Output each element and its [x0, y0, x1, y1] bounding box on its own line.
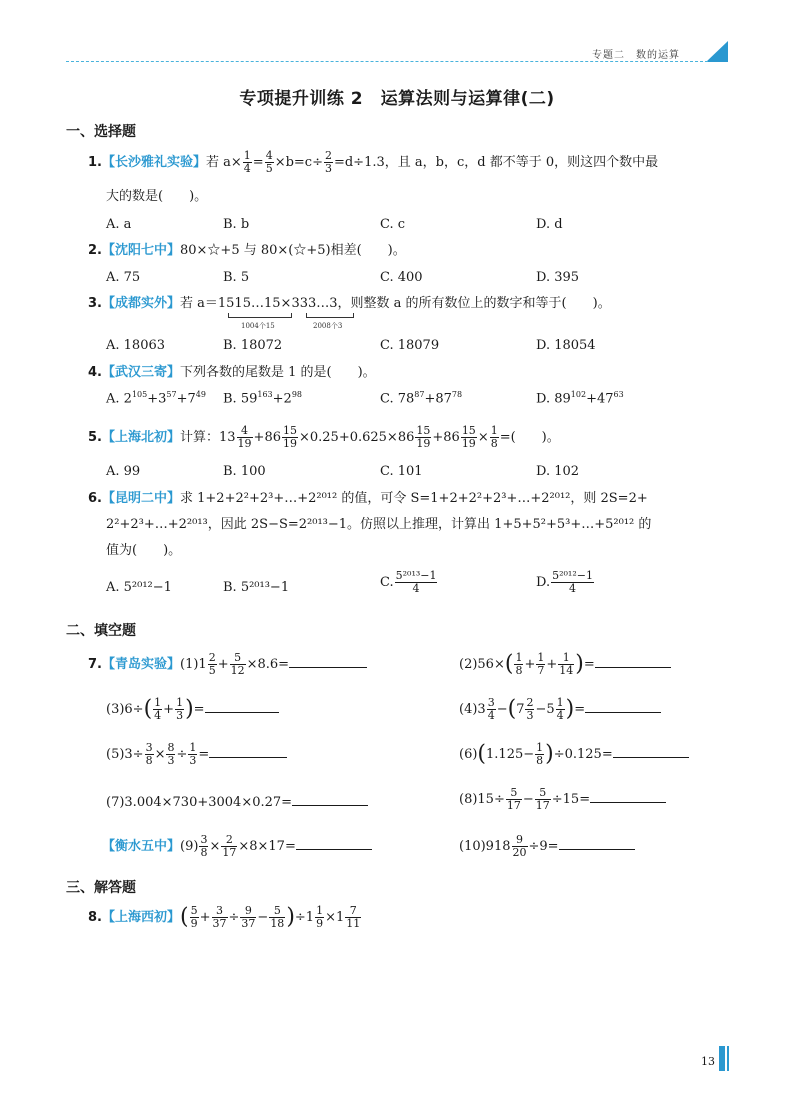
- question-7-part-2: (2)56×( $\frac{1}{8}$ + $\frac{1}{7}$ + $\frac{1}{14}$ )=: [459, 652, 671, 677]
- question-tag: 【成都实外】: [101, 296, 180, 311]
- question-tag: 【衡水五中】: [102, 839, 181, 855]
- option-c[interactable]: C. c: [380, 217, 406, 232]
- question-tag: 【昆明二中】: [101, 491, 180, 506]
- question-tag: 【青岛实验】: [101, 657, 180, 673]
- option-a[interactable]: A. 75: [106, 270, 141, 285]
- section-heading-solve: 三、解答题: [66, 880, 136, 896]
- page-marker-bar-thin: [727, 1046, 729, 1071]
- question-7-part-10: (10)918 $\frac{9}{20}$ ÷9=: [459, 834, 635, 859]
- question-7-part-1: 7.【青岛实验】(1)1 $\frac{2}{5}$ + $\frac{5}{12}$ ×8.6=: [88, 652, 367, 677]
- option-a[interactable]: A. $2^{105}+3^{57}+7^{49}$: [106, 390, 206, 407]
- question-7-part-3: (3)6÷( $\frac{1}{4}$ + $\frac{1}{3}$ )=: [106, 697, 279, 722]
- page-number: 13: [701, 1055, 715, 1068]
- answer-blank[interactable]: [595, 667, 671, 668]
- answer-blank[interactable]: [209, 757, 287, 758]
- underbrace-1: [228, 313, 292, 318]
- question-tag: 【上海西初】: [101, 910, 180, 926]
- question-2: 2.【沈阳七中】80×☆+5 与 80×(☆+5)相差( )。: [88, 243, 406, 258]
- question-tag: 【沈阳七中】: [101, 243, 180, 258]
- option-a[interactable]: A. a: [106, 217, 132, 232]
- answer-blank[interactable]: [613, 757, 689, 758]
- option-d[interactable]: D. d: [536, 217, 563, 232]
- option-b[interactable]: B. 5: [223, 270, 250, 285]
- page-marker-bar: [719, 1046, 725, 1071]
- question-tag: 【上海北初】: [101, 430, 180, 446]
- section-heading-choice: 一、选择题: [66, 124, 136, 140]
- option-c[interactable]: C. 18079: [380, 338, 440, 353]
- question-7-part-4: (4)3 $\frac{3}{4}$ −(7 $\frac{2}{3}$ −5 $\frac{1}{4}$ )=: [459, 697, 661, 722]
- question-7-part-6: (6)(1.125− $\frac{1}{8}$ )÷0.125=: [459, 742, 689, 767]
- answer-blank[interactable]: [296, 849, 372, 850]
- option-a[interactable]: A. 18063: [106, 338, 166, 353]
- answer-blank[interactable]: [585, 712, 661, 713]
- question-7-part-5: (5)3÷ $\frac{3}{8}$ × $\frac{8}{3}$ ÷ $\frac{1}{3}$ =: [106, 742, 287, 767]
- header-section-label: 专题二 数的运算: [592, 50, 680, 61]
- option-b[interactable]: B. 5²⁰¹³−1: [223, 580, 290, 595]
- question-7-part-9: 【衡水五中】(9) $\frac{3}{8}$ × $\frac{2}{17}$ ×8×17=: [102, 834, 372, 859]
- option-d[interactable]: D. $89^{102}+47^{63}$: [536, 390, 624, 407]
- answer-blank[interactable]: [292, 805, 368, 806]
- option-d[interactable]: D. 18054: [536, 338, 596, 353]
- underbrace-label-2: 2008个3: [313, 322, 343, 330]
- option-c[interactable]: C. 400: [380, 270, 423, 285]
- question-tag: 【长沙雅礼实验】: [101, 155, 206, 171]
- answer-blank[interactable]: [559, 849, 635, 850]
- option-c[interactable]: C. 101: [380, 464, 423, 479]
- answer-blank[interactable]: [289, 667, 367, 668]
- header-triangle-icon: [706, 41, 728, 62]
- answer-blank[interactable]: [590, 802, 666, 803]
- option-b[interactable]: B. 18072: [223, 338, 283, 353]
- question-6-line-3: 值为( )。: [106, 543, 182, 558]
- option-b[interactable]: B. b: [223, 217, 250, 232]
- option-a[interactable]: A. 99: [106, 464, 141, 479]
- option-d[interactable]: D. 102: [536, 464, 580, 479]
- question-4: 4.【武汉三寄】下列各数的尾数是 1 的是( )。: [88, 365, 376, 380]
- option-b[interactable]: B. 100: [223, 464, 266, 479]
- page-title: 专项提升训练 2 运算法则与运算律(二): [239, 89, 555, 109]
- section-heading-fill: 二、填空题: [66, 623, 136, 639]
- question-3: 3.【成都实外】若 a＝1515…15×333…3，则整数 a 的所有数位上的数字和等于( )。: [88, 296, 611, 311]
- question-7-part-7: (7)3.004×730+3004×0.27=: [106, 796, 368, 809]
- question-1-line-1: 1.【长沙雅礼实验】若 a× $\frac{1}{4}$ = $\frac{4}{5}$ ×b=c÷ $\frac{2}{3}$ =d÷1.3，且 a，b，c，d 都不等于 0，则这四个数中最: [88, 149, 659, 176]
- option-b[interactable]: B. $59^{163}+2^{98}$: [223, 390, 303, 407]
- underbrace-label-1: 1004个15: [241, 322, 275, 330]
- question-6-line-1: 6.【昆明二中】求 1+2+2²+2³+…+2²⁰¹² 的值，可令 S=1+2+2²+2³+…+2²⁰¹²，则 2S=2+: [88, 491, 648, 506]
- underbrace-2: [306, 313, 354, 318]
- question-5: 5.【上海北初】计算：13 $\frac{4}{19}$ +86 $\frac{15}{19}$ ×0.25+0.625×86 $\frac{15}{19}$ +86 $\frac{15}{19}$ × $\frac{1}{8}$ =( )。: [88, 424, 560, 451]
- option-a[interactable]: A. 5²⁰¹²−1: [106, 580, 172, 595]
- option-d[interactable]: D. $\frac{\text{5²⁰¹²−1}}{4}$: [536, 569, 593, 596]
- option-c[interactable]: C. $\frac{\text{5²⁰¹³−1}}{4}$: [380, 569, 437, 596]
- question-tag: 【武汉三寄】: [101, 365, 180, 380]
- question-7-part-8: (8)15÷ $\frac{5}{17}$ − $\frac{5}{17}$ ÷15=: [459, 787, 666, 812]
- header-divider: [66, 61, 708, 62]
- answer-blank[interactable]: [205, 712, 279, 713]
- question-6-line-2: 2²+2³+…+2²⁰¹³，因此 2S−S=2²⁰¹³−1。仿照以上推理，计算出 1+5+5²+5³+…+5²⁰¹² 的: [106, 517, 652, 532]
- option-d[interactable]: D. 395: [536, 270, 580, 285]
- option-c[interactable]: C. $78^{87}+87^{78}$: [380, 390, 463, 407]
- question-8: 8.【上海西初】( $\frac{5}{9}$ + $\frac{3}{37}$ ÷ $\frac{9}{37}$ − $\frac{5}{18}$ )÷1 $\frac{1}{9}$ ×1 $\frac{7}{11}$: [88, 904, 361, 931]
- question-1-line-2: 大的数是( )。: [106, 189, 208, 204]
